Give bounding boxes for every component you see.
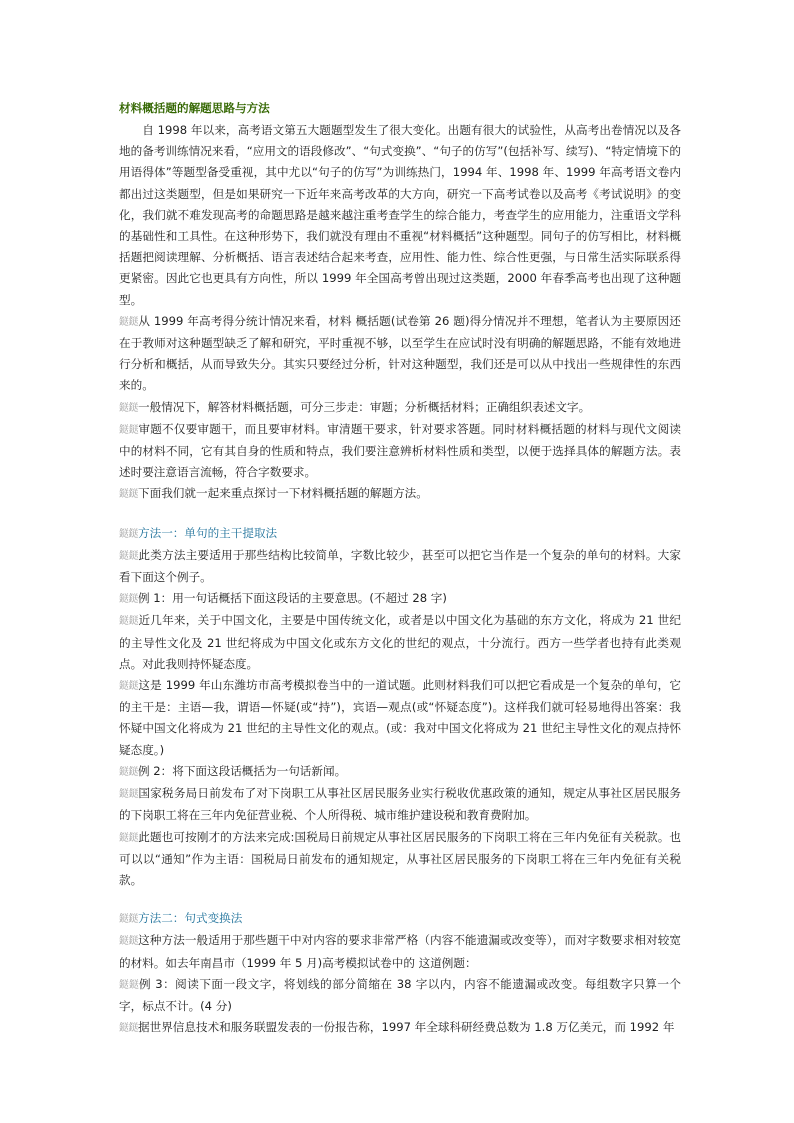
section-paragraph: 鎹鎹此类方法主要适用于那些结构比较简单，字数比较少，甚至可以把它当作是一个复杂的单句的材料。大家看下面这个例子。 (119, 547, 681, 585)
garbled-marker: 鎹鎹 (119, 316, 139, 328)
section-spacer (119, 506, 681, 523)
garbled-marker: 鎹鎹 (119, 766, 138, 778)
intro-paragraph: 鎹鎹一般情况下，解答材料概括题，可分三步走：审题；分析概括材料；正确组织表述文字。 (119, 399, 591, 414)
garbled-marker: 鎹鎹 (119, 424, 139, 436)
article-title: 材料概括题的解题思路与方法 (119, 101, 270, 115)
section-paragraph: 鎹鎹这是 1999 年山东潍坊市高考模拟卷当中的一道试题。此则材料我们可以把它看成是一个复杂的单句，它的主干是：主语—我，谓语—怀疑(或“持”)，宾语—观点(或“怀疑态度”)。这样我们就可轻易地得出答案：我怀疑中国文化将成为 21 世纪的主导性文化的观点。(或：我对中国文化将成为 21 世纪主导性文化的观点持怀疑态度。) (119, 678, 682, 757)
garbled-marker: 鎹鎹 (119, 616, 139, 628)
garbled-marker: 鎹鎹 (119, 402, 138, 414)
section-paragraph: 鎹鎹例 3：阅读下面一段文字，将划线的部分简缩在 38 字以内，内容不能遗漏或改变。每组数字只算一个字，标点不计。(4 分) (119, 976, 681, 1013)
intro-paragraph: 鎹鎹审题不仅要审题干，而且要审材料。审清题干要求，针对要求答题。同时材料概括题的材料与现代文阅读中的材料不同，它有其自身的性质和特点，我们要注意辨析材料性质和类型，以便于选择具体的解题方法。表述时要注意语言流畅，符合字数要求。 (119, 421, 681, 480)
section-paragraph: 鎹鎹国家税务局日前发布了对下岗职工从事社区居民服务业实行税收优惠政策的通知，规定从事社区居民服务的下岗职工将在三年内免征营业税、个人所得税、城市维护建设税和教育费附加。 (119, 786, 681, 823)
garbled-marker: 鎹鎹 (119, 979, 139, 991)
section-paragraph: 鎹鎹例 2：将下面这段话概括为一句话新闻。 (119, 763, 347, 778)
intro-paragraph: 鎹鎹下面我们就一起来重点探讨一下材料概括题的解题方法。 (119, 486, 428, 501)
section-paragraph: 鎹鎹此题也可按刚才的方法来完成:国税局日前规定从事社区居民服务的下岗职工将在三年内免征有关税款。也可以以“通知”作为主语：国税局日前发布的通知规定，从事社区居民服务的下岗职工将在三年内免征有关税款。 (119, 829, 681, 887)
garbled-marker: 鎹鎹 (119, 528, 138, 540)
garbled-marker: 鎹鎹 (119, 914, 138, 926)
garbled-marker: 鎹鎹 (119, 789, 139, 801)
section-spacer (119, 891, 681, 908)
garbled-marker: 鎹鎹 (119, 1023, 138, 1035)
section-heading: 鎹鎹方法二：句式变换法 (119, 911, 243, 926)
section-paragraph: 鎹鎹近几年来，关于中国文化，主要是中国传统文化，或者是以中国文化为基础的东方文化，将成为 21 世纪的主导性文化及 21 世纪将成为中国文化或东方文化的世纪的观点，十分流行。西方一些学者也持有此类观点。对此我则持怀疑态度。 (119, 613, 681, 671)
intro-paragraph: 自 1998 年以来，高考语文第五大题题型发生了很大变化。出题有很大的试验性，从高考出卷情况以及各地的备考训练情况来看，“应用文的语段修改”、“句式变换”、“句子的仿写”(包括补写、续写)、“特定情境下的用语得体”等题型备受重视，其中尤以“句子的仿写”为训练热门，1994 年、1998 年、1999 年高考语文卷内都出过这类题型，但是如果研究一下近年来高考改革的大方向，研究一下高考试卷以及高考《考试说明》的变化，我们就不难发现高考的命题思路是越来越注重考查学生的综合能力，考查学生的应用能力，注重语文学科的基础性和工具性。在这种形势下，我们就没有理由不重视“材料概括”这种题型。同句子的仿写相比，材料概括题把阅读理解、分析概括、语言表述结合起来考查，应用性、能力性、综合性更强，与日常生活实际联系得更紧密。因此它也更具有方向性，所以 1999 年全国高考曾出现过这类题，2000 年春季高考也出现了这种题型。 (119, 123, 681, 307)
garbled-marker: 鎹鎹 (119, 936, 139, 948)
section-paragraph: 鎹鎹这种方法一般适用于那些题干中对内容的要求非常严格（内容不能遗漏或改变等），而对字数要求相对较宽的材料。如去年南昌市（1999 年 5 月)高考模拟试卷中的 这道例题： (119, 933, 681, 970)
garbled-marker: 鎹鎹 (119, 550, 139, 562)
garbled-marker: 鎹鎹 (119, 832, 139, 844)
section-paragraph: 鎹鎹据世界信息技术和服务联盟发表的一份报告称，1997 年全球科研经费总数为 1.8 万亿美元，而 1992 年 (119, 1020, 675, 1035)
garbled-marker: 鎹鎹 (119, 681, 139, 693)
intro-paragraph: 鎹鎹从 1999 年高考得分统计情况来看，材料 概括题(试卷第 26 题)得分情况并不理想，笔者认为主要原因还在于教师对这种题型缺乏了解和研究，平时重视不够，以至学生在应试时没有明确的解题思路，不能有效地进行分析和概括，从而导致失分。其实只要经过分析，针对这种题型，我们还是可以从中找出一些规律性的东西来的。 (119, 313, 682, 393)
document-page (119, 99, 681, 1039)
section-paragraph: 鎹鎹例 1：用一句话概括下面这段话的主要意思。(不超过 28 字) (119, 591, 447, 606)
section-heading: 鎹鎹方法一：单句的主干提取法 (119, 525, 278, 540)
garbled-marker: 鎹鎹 (119, 594, 138, 606)
garbled-marker: 鎹鎹 (119, 489, 138, 501)
